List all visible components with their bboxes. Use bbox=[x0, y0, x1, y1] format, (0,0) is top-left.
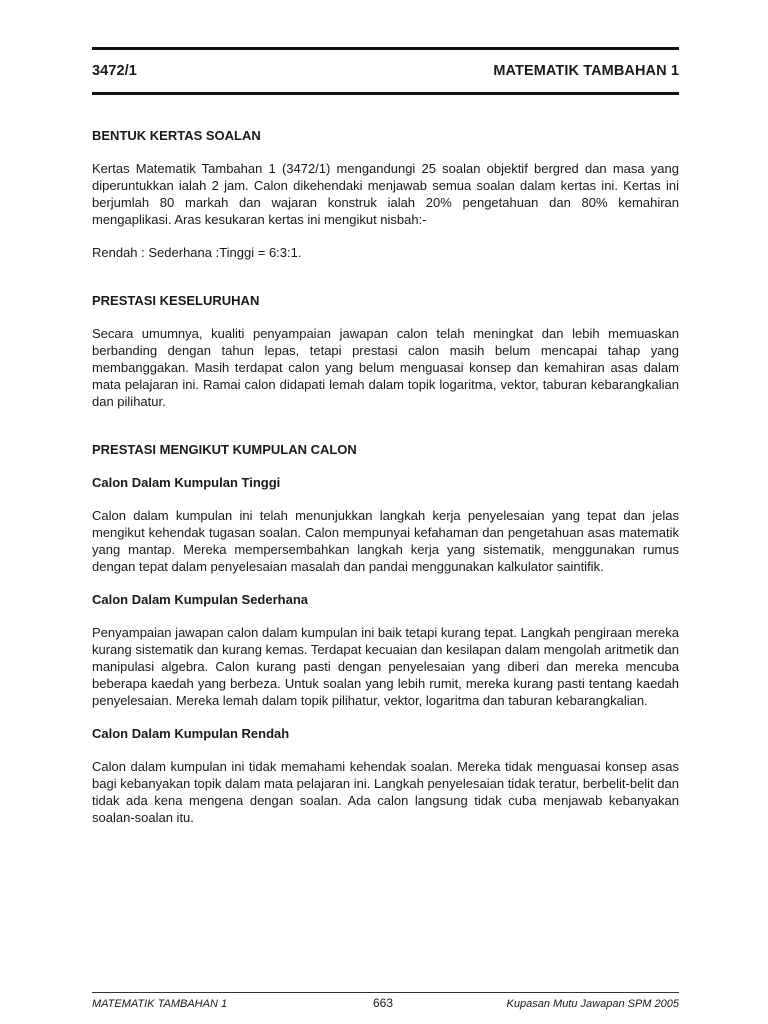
document-body bbox=[92, 127, 679, 826]
subheading-sederhana: Calon Dalam Kumpulan Sederhana bbox=[92, 592, 308, 607]
footer-subject: MATEMATIK TAMBAHAN 1 bbox=[92, 998, 228, 1010]
paragraph-bentuk: Kertas Matematik Tambahan 1 (3472/1) mengandungi 25 soalan objektif bergred dan masa yang diperuntukkan ialah 2 jam. Calon dikehendaki menjawab semua soalan dalam kertas ini. Kertas ini berjumlah 80 markah dan wajaran konstruk ialah 20% pengetahuan dan 80% kemahiran mengaplikasi. Aras kesukaran kertas ini mengikut nisbah:- bbox=[92, 161, 679, 227]
subject-title: MATEMATIK TAMBAHAN 1 bbox=[493, 63, 679, 79]
page-number: 663 bbox=[373, 996, 394, 1010]
subheading-tinggi: Calon Dalam Kumpulan Tinggi bbox=[92, 475, 281, 490]
paragraph-tinggi: Calon dalam kumpulan ini telah menunjukkan langkah kerja penyelesaian yang tepat dan jelas mengikut kehendak tugasan soalan. Calon mempunyai kefahaman dan pengetahuan asas matematik yang mantap. Mereka mempersembahkan langkah kerja yang sistematik, menggunakan rumus dengan tepat dalam penyelesaian masalah dan pandai menggunakan kalkulator saintifik. bbox=[92, 508, 679, 574]
paper-code: 3472/1 bbox=[92, 63, 137, 79]
footer-rule bbox=[92, 992, 679, 993]
paragraph-nisbah: Rendah : Sederhana :Tinggi = 6:3:1. bbox=[92, 245, 302, 260]
page-header bbox=[92, 59, 679, 83]
paragraph-rendah: Calon dalam kumpulan ini tidak memahami kehendak soalan. Mereka tidak menguasai konsep asas bagi kebanyakan topik dalam mata pelajaran ini. Langkah penyelesaian tidak teratur, berbelit-belit dan tidak ada kena mengena dengan soalan. Ada calon langsung tidak cuba menjawab kebanyakan soalan-soalan itu. bbox=[92, 759, 679, 825]
section-heading-bentuk: BENTUK KERTAS SOALAN bbox=[92, 128, 261, 143]
section-heading-kumpulan: PRESTASI MENGIKUT KUMPULAN CALON bbox=[92, 442, 357, 457]
page-footer bbox=[92, 996, 679, 1012]
section-heading-prestasi: PRESTASI KESELURUHAN bbox=[92, 293, 260, 308]
header-top-rule bbox=[92, 47, 679, 50]
paragraph-sederhana: Penyampaian jawapan calon dalam kumpulan ini baik tetapi kurang tepat. Langkah pengiraan mereka kurang sistematik dan kurang kemas. Terdapat kecuaian dan kesilapan dalam mengolah aritmetik dan manipulasi algebra. Calon kurang pasti dengan penyelesaian yang diberi dan mereka mencuba beberapa kaedah yang berbeza. Untuk soalan yang lebih rumit, mereka kurang pasti tentang kaedah penyelesaian. Mereka lemah dalam topik pilihatur, vektor, logaritma dan taburan kebarangkalian. bbox=[92, 625, 679, 708]
subheading-rendah: Calon Dalam Kumpulan Rendah bbox=[92, 726, 290, 741]
paragraph-prestasi: Secara umumnya, kualiti penyampaian jawapan calon telah meningkat dan lebih memuaskan berbanding dengan tahun lepas, tetapi prestasi calon masih belum mencapai tahap yang membanggakan. Masih terdapat calon yang belum menguasai konsep dan kemahiran asas dalam mata pelajaran ini. Ramai calon didapati lemah dalam topik logaritma, vektor, taburan kebarangkalian dan pilihatur. bbox=[92, 326, 679, 409]
document-page bbox=[92, 0, 679, 1024]
footer-publication: Kupasan Mutu Jawapan SPM 2005 bbox=[506, 998, 679, 1010]
header-bottom-rule bbox=[92, 92, 679, 95]
